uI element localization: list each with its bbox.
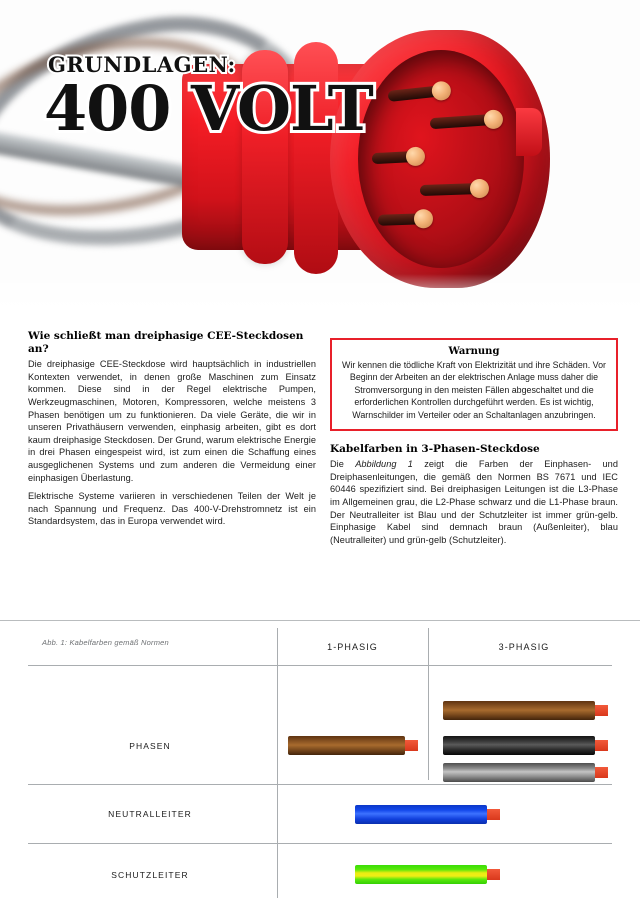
cable-color-table [0, 620, 640, 906]
plug-pin [372, 151, 419, 164]
row-label-neutralleiter: NEUTRALLEITER [108, 809, 192, 819]
article-column-right [330, 330, 618, 552]
paragraph-intro: Die dreiphasige CEE-Steckdose wird hauptsächlich in industriellen Kontexten verwendet, in denen große Maschinen zum Einsatz kommen. Diese sind in der Regel elektrische Pumpen, Werkzeugmaschinen, Motoren, Kompressoren, welche meistens 3 Phasen benötigen um zu funktionieren. Da viele Geräte, die wir in unseren Privathäusern verwenden, einphasig arbeiten, gibt es dort kaum dreiphasige Steckdosen. Der Grund, warum elektrische Energie in drei Phasen eingespeist wird, ist zum einen die Schaffung eines ausgeglichenen Systems und zum anderen die Vermeidung einer einphasigen Überlastung. [28, 359, 316, 483]
section-heading-colors: Kabelfarben in 3-Phasen-Steckdose [330, 443, 540, 456]
cable-connector-tip [405, 740, 418, 751]
article-column-left [28, 330, 316, 534]
cable-sheath [443, 763, 595, 782]
table-vrule-1 [277, 628, 278, 898]
cable-connector-tip [595, 767, 608, 778]
warning-title: Warnung [448, 346, 500, 357]
table-rule-neutral [28, 843, 612, 844]
section-heading-connect: Wie schließt man dreiphasige CEE-Steckdosen an? [28, 330, 304, 356]
paragraph-colors-post: zeigt die Farben der Einphasen- und Dreiphasenleitungen, die gemäß den Normen BS 7671 und IEC 60446 spezifiziert sind. Bei dreiphasigen Leitungen ist die L3-Phase im Allgemeinen grau, die L2-Phase schwarz und die L1-Phase braun. Der Neutralleiter ist Blau und der Schutzleiter ist immer grün-gelb. Einphasige Kabel sind demnach braun (Außenleiter), blau (Neutralleiter) und grün-gelb (Schutzleiter). [330, 459, 618, 545]
warning-box [330, 338, 618, 431]
cable-swatch-blue-1p [355, 805, 500, 824]
cable-connector-tip [487, 869, 500, 880]
cable-sheath [443, 701, 595, 720]
hero-bottom-fade [0, 274, 640, 320]
cable-sheath [288, 736, 405, 755]
title-block [44, 52, 373, 145]
article-body [0, 330, 640, 615]
column-header-1-phasig: 1-PHASIG [327, 642, 378, 652]
cable-connector-tip [595, 740, 608, 751]
table-vrule-2 [428, 628, 429, 780]
table-caption: Abb. 1: Kabelfarben gemäß Normen [42, 638, 169, 647]
paragraph-colors-pre: Die [330, 459, 356, 470]
cable-swatch-green-yellow-1p [355, 865, 500, 884]
plug-pin [420, 183, 482, 196]
cable-swatch-black-3p [443, 736, 608, 755]
table-rule-header [28, 665, 612, 666]
paragraph-colors [330, 458, 618, 546]
column-header-3-phasig: 3-PHASIG [498, 642, 550, 652]
table-rule-phasen [28, 784, 612, 785]
figure-reference: Abbildung 1 [355, 459, 413, 470]
cable-sheath [355, 805, 487, 824]
warning-text: Wir kennen die tödliche Kraft von Elektrizität und ihre Schäden. Vor Beginn der Arbeiten an der elektrischen Anlage muss daher die Stromversorgung in den meisten Fällen abgeschaltet und die erforderlichen Kontrollen durchgeführt werden. Es ist wichtig, Warnschilder im Verteiler oder an Schaltanlagen anzubringen. [342, 360, 606, 420]
cable-connector-tip [487, 809, 500, 820]
cable-swatch-brown-3p [443, 701, 608, 720]
cable-swatch-brown-1p [288, 736, 418, 755]
page-title: 400 VOLT [44, 72, 373, 145]
cable-swatch-gray-3p [443, 763, 608, 782]
plug-lug [516, 108, 542, 156]
kicker-text: GRUNDLAGEN: [48, 52, 236, 77]
plug-pin [378, 213, 426, 226]
hero-image [0, 0, 640, 320]
cable-connector-tip [595, 705, 608, 716]
cable-sheath [443, 736, 595, 755]
row-label-schutzleiter: SCHUTZLEITER [111, 870, 189, 880]
row-label-phasen: PHASEN [129, 741, 171, 751]
cable-sheath [355, 865, 487, 884]
paragraph-systems: Elektrische Systeme variieren in verschiedenen Teilen der Welt je nach Spannung und Frequenz. Das 400-V-Drehstromnetz ist ein Standardsystem, das in Europa verwendet wird. [28, 491, 316, 527]
table-top-rule [0, 620, 640, 621]
